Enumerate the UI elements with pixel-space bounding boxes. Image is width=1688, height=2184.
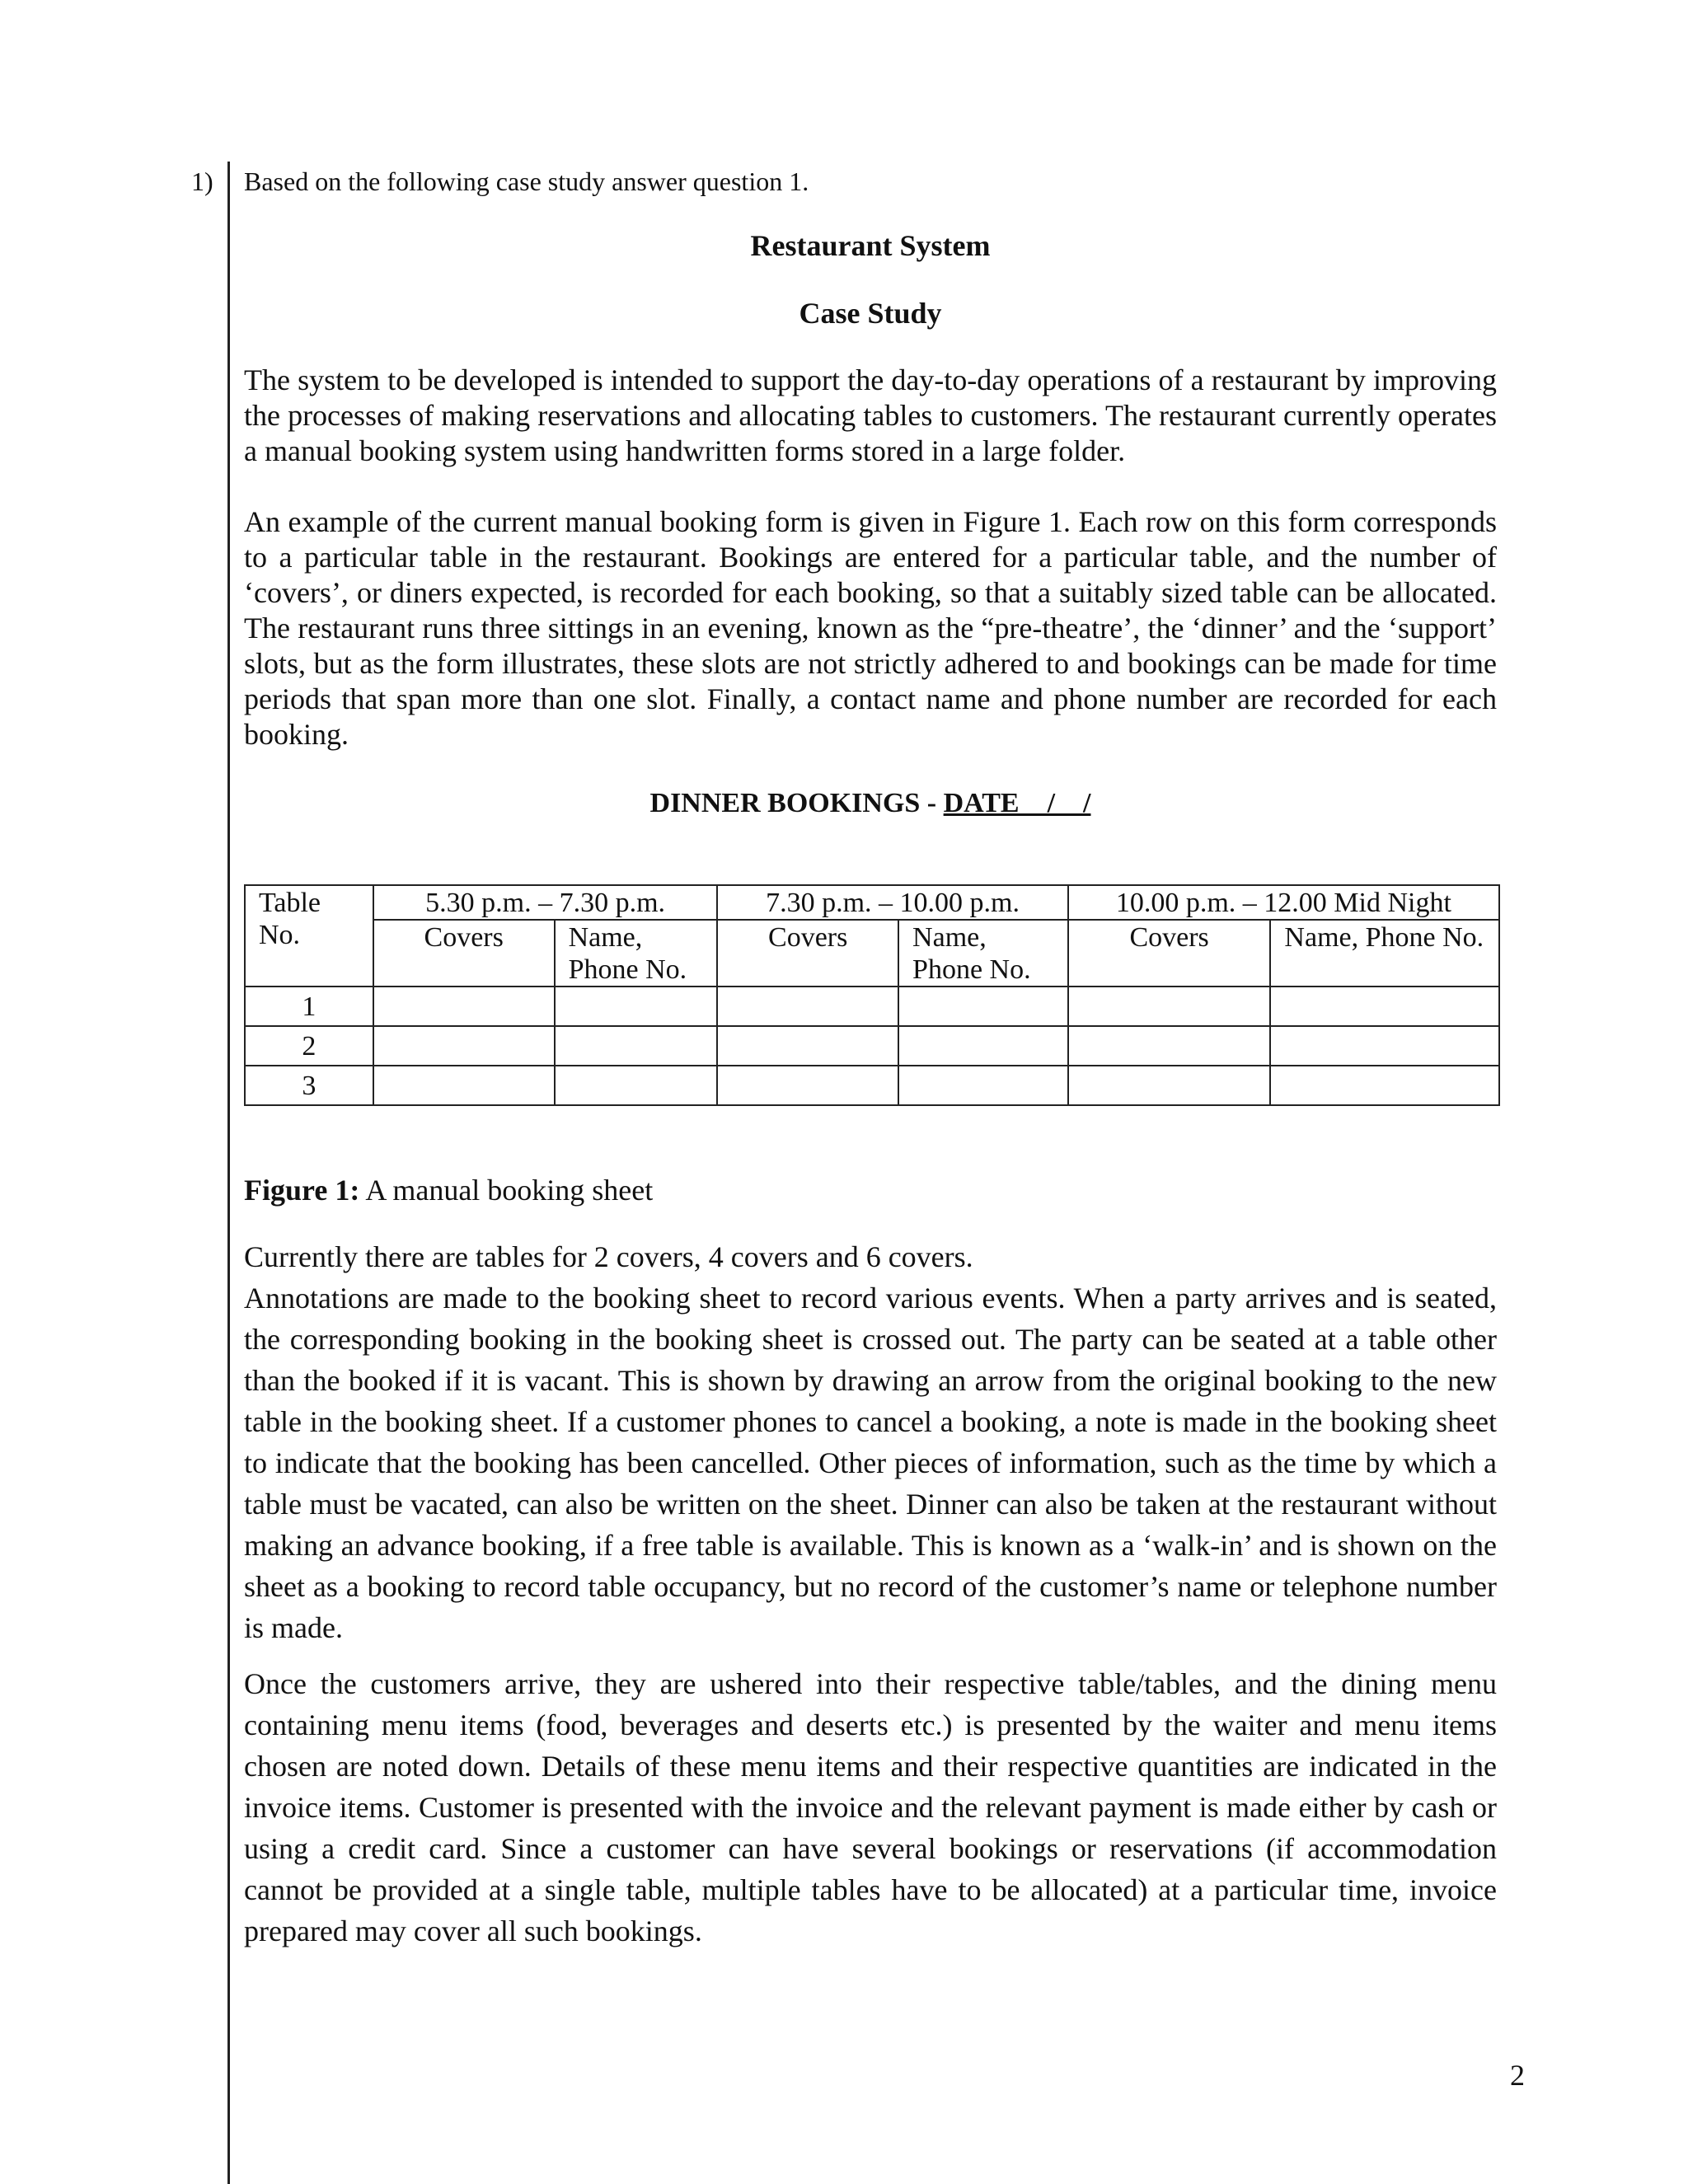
header-slot-2: 7.30 p.m. – 10.00 p.m. — [717, 885, 1067, 920]
margin-rule — [227, 162, 230, 2184]
empty-cell — [898, 987, 1068, 1026]
table-header-row — [245, 885, 1499, 920]
paragraph-booking-form: An example of the current manual booking form is given in Figure 1. Each row on this form corresponds to a particular table in the restaurant. Bookings are entered for a particular table, and the number of ‘covers’, or diners expected, is recorded for each booking, so that a suitably sized table can be allocated. The restaurant runs three sittings in an evening, known as the “pre-theatre’, the ‘dinner’ and the ‘support’ slots, but as the form illustrates, these slots are not strictly adhered to and bookings can be made for time periods that span more than one slot. Finally, a contact name and phone number are recorded for each booking. — [244, 505, 1497, 751]
figure-caption — [244, 1172, 1497, 1208]
header-name-phone: Name, Phone No. — [555, 920, 718, 987]
header-table-no: Table No. — [245, 885, 373, 987]
header-slot-1: 5.30 p.m. – 7.30 p.m. — [373, 885, 717, 920]
booking-sheet-table — [244, 884, 1500, 1106]
header-covers: Covers — [373, 920, 555, 987]
header-name-phone: Name, Phone No. — [1270, 920, 1499, 987]
question-intro: Based on the following case study answer question 1. — [244, 166, 809, 196]
empty-cell — [898, 1066, 1068, 1105]
figure-caption-text: A manual booking sheet — [359, 1174, 654, 1207]
empty-cell — [555, 1066, 718, 1105]
paragraph-invoicing: Once the customers arrive, they are ushered into their respective table/tables, and the dining menu containing menu items (food, beverages and deserts etc.) is presented by the waiter and menu items chosen are noted down. Details of these menu items and their respective quantities are indicated in the invoice items. Customer is presented with the invoice and the relevant payment is made either by cash or using a credit card. Since a customer can have several bookings or reservations (if accommodation cannot be provided at a single table, multiple tables have to be allocated) at a particular time, invoice prepared may cover all such bookings. — [244, 1667, 1497, 1947]
table-row — [245, 987, 1499, 1026]
empty-cell — [555, 1026, 718, 1066]
table-row — [245, 1066, 1499, 1105]
table-number: 1 — [245, 987, 373, 1026]
header-covers: Covers — [717, 920, 898, 987]
empty-cell — [717, 1066, 898, 1105]
document-title: Restaurant System — [750, 229, 991, 262]
table-number: 3 — [245, 1066, 373, 1105]
figure-label: Figure 1: — [244, 1174, 360, 1207]
booking-form-heading — [244, 785, 1497, 822]
empty-cell — [898, 1026, 1068, 1066]
header-name-phone: Name, Phone No. — [898, 920, 1068, 987]
empty-cell — [555, 987, 718, 1026]
empty-cell — [1068, 1026, 1271, 1066]
table-subheader-row — [245, 920, 1499, 987]
table-number: 2 — [245, 1026, 373, 1066]
question-number: 1) — [191, 166, 213, 196]
empty-cell — [373, 1066, 555, 1105]
empty-cell — [717, 1026, 898, 1066]
paragraph-system-overview: The system to be developed is intended to support the day-to-day operations of a restaurant by improving the processes of making reservations and allocating tables to customers. The restaurant currently operates a manual booking system using handwritten forms stored in a large folder. — [244, 363, 1497, 467]
table-row — [245, 1026, 1499, 1066]
booking-form-title: DINNER BOOKINGS - — [649, 788, 944, 818]
empty-cell — [717, 987, 898, 1026]
booking-form-date: DATE / / — [943, 788, 1091, 818]
empty-cell — [373, 987, 555, 1026]
empty-cell — [1270, 987, 1499, 1026]
empty-cell — [1068, 987, 1271, 1026]
empty-cell — [1270, 1026, 1499, 1066]
header-covers: Covers — [1068, 920, 1271, 987]
paragraph-table-sizes: Currently there are tables for 2 covers, 4 covers and 6 covers. — [244, 1240, 973, 1273]
empty-cell — [373, 1026, 555, 1066]
document-body — [244, 165, 1497, 1952]
header-slot-3: 10.00 p.m. – 12.00 Mid Night — [1068, 885, 1499, 920]
empty-cell — [1068, 1066, 1271, 1105]
empty-cell — [1270, 1066, 1499, 1105]
paragraph-annotations: Annotations are made to the booking sheet to record various events. When a party arrives and is seated, the corresponding booking in the booking sheet is crossed out. The party can be seated at a table other than the booked if it is vacant. This is shown by drawing an arrow from the original booking to the new table in the booking sheet. If a customer phones to cancel a booking, a note is made in the booking sheet to indicate that the booking has been cancelled. Other pieces of information, such as the time by which a table must be vacated, can also be written on the sheet. Dinner can also be taken at the restaurant without making an advance booking, if a free table is available. This is known as a ‘walk-in’ and is shown on the sheet as a booking to record table occupancy, but no record of the customer’s name or telephone number is made. — [244, 1282, 1497, 1644]
document-subtitle: Case Study — [799, 297, 942, 330]
page-number: 2 — [1510, 2059, 1525, 2092]
